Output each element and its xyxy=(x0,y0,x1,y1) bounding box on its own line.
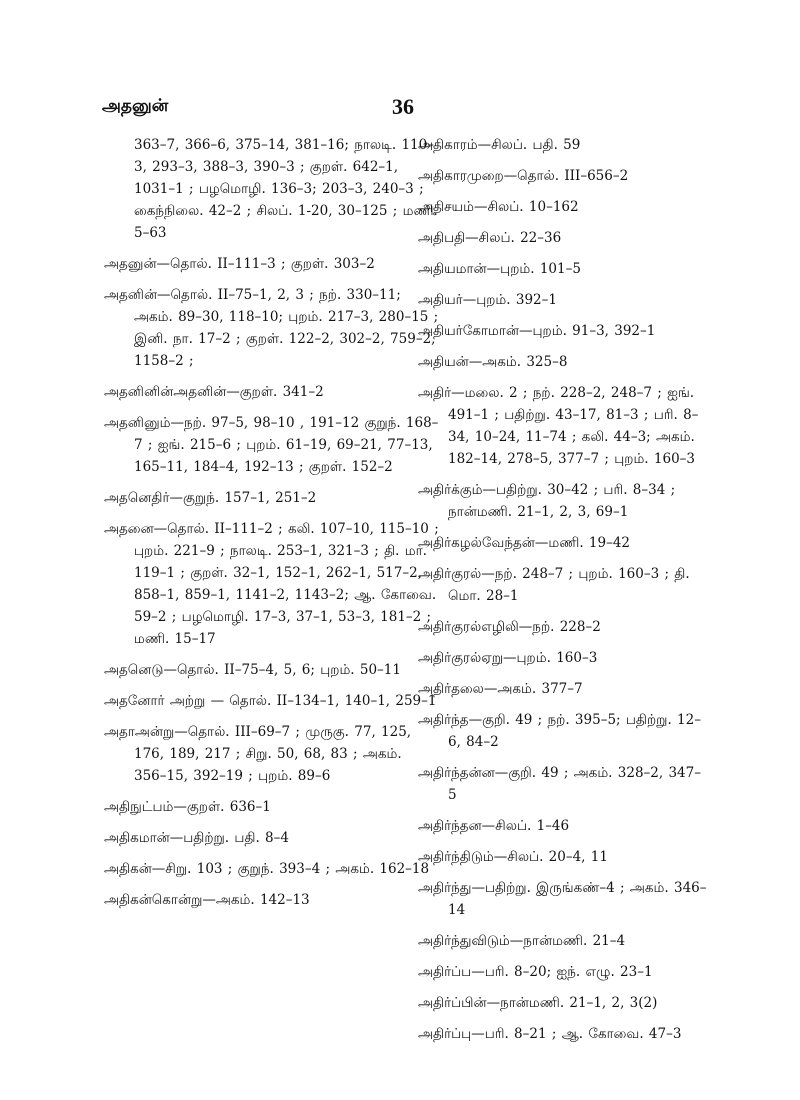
index-entry: அதிர்ப்பு—பரி. 8–21 ; ஆ. கோவை. 47–3 xyxy=(418,1026,682,1042)
index-entry: அதனின்—தொல். II–75–1, 2, 3 ; நற். 330–11; அகம். 89–30, 118–10; புறம். 217–3, 280–15 ; இனி. நா. 17–2 ; குறள். 122–2, 302–2, 759–2, 1158–2 ; xyxy=(104,287,439,369)
index-entry: அதிர்ந்து—பதிற்று. இருங்கண்–4 ; அகம். 346–14 xyxy=(418,880,707,918)
index-entry: அதியர்—புறம். 392–1 xyxy=(418,292,557,308)
index-entry: அதிகாரம்—சிலப். பதி. 59 xyxy=(418,137,581,153)
index-column-right xyxy=(418,134,708,1054)
index-entry: அதிர்கழல்வேந்தன்—மணி. 19–42 xyxy=(418,535,631,551)
index-entry: அதியர்கோமான்—புறம். 91–3, 392–1 xyxy=(418,323,656,339)
index-entry: அதிர்—மலை. 2 ; நற். 228–2, 248–7 ; ஐங். 491–1 ; பதிற்று. 43–17, 81–3 ; பரி. 8–34, 10–24, 11–74 ; கலி. 44–3; அகம். 182–14, 278–5, 377–7 ; புறம். 160–3 xyxy=(418,385,699,467)
index-entry: அதிர்ப்ப—பரி. 8–20; ஐந். எழு. 23–1 xyxy=(418,964,653,980)
index-entry: அதனுன்—தொல். II–111–3 ; குறள். 303–2 xyxy=(104,256,375,272)
index-entry: அதிர்ந்திடும்—சிலப். 20–4, 11 xyxy=(418,849,608,865)
index-entry: அதிர்குரல்—நற். 248–7 ; புறம். 160–3 ; தி. மொ. 28–1 xyxy=(418,566,690,604)
index-entry: அதனோர் அற்று — தொல். II–134–1, 140–1, 259–1 xyxy=(104,693,437,709)
index-entry: அதிர்க்கும்—பதிற்று. 30–42 ; பரி. 8–34 ; நான்மணி. 21–1, 2, 3, 69–1 xyxy=(418,482,676,520)
index-column-left xyxy=(104,134,439,920)
index-entry: அதிர்ந்தன்ன—குறி. 49 ; அகம். 328–2, 347–5 xyxy=(418,765,701,803)
index-entry: அதனினும்—நற். 97–5, 98–10 , 191–12 குறுந். 168–7 ; ஐங். 215–6 ; புறம். 61–19, 69–21, 77–13, 165–11, 184–4, 192–13 ; குறள். 152–2 xyxy=(104,415,439,475)
index-entry: அதிசயம்—சிலப். 10–162 xyxy=(418,199,579,215)
index-entry: அதிநுட்பம்—குறள். 636–1 xyxy=(104,799,271,815)
index-entry: அதிகன்—சிறு. 103 ; குறுந். 393–4 ; அகம். 162–18 xyxy=(104,861,430,877)
index-entry: அதாஅன்று—தொல். III–69–7 ; முருகு. 77, 125, 176, 189, 217 ; சிறு. 50, 68, 83 ; அகம். 356–15, 392–19 ; புறம். 89–6 xyxy=(104,724,412,784)
index-entry: அதிர்ந்த—குறி. 49 ; நற். 395–5; பதிற்று. 12–6, 84–2 xyxy=(418,712,701,750)
index-entry: 363–7, 366–6, 375–14, 381–16; நாலடி. 110–3, 293–3, 388–3, 390–3 ; குறள். 642–1, 1031–1 ; பழமொழி. 136–3; 203–3, 240–3 ; கைந்நிலை. 42–2 ; சிலப். 1-20, 30–125 ; மணி. 5–63 xyxy=(134,137,438,241)
index-entry: அதனெதிர்—குறுந். 157–1, 251–2 xyxy=(104,490,317,506)
index-entry: அதியன்—அகம். 325–8 xyxy=(418,354,568,370)
running-head: அதனுன் xyxy=(102,96,169,116)
index-entry: அதிர்ப்பின்—நான்மணி. 21–1, 2, 3(2) xyxy=(418,995,658,1011)
index-entry: அதனெடு—தொல். II–75–4, 5, 6; புறம். 50–11 xyxy=(104,662,401,678)
index-entry: அதனினின்அதனின்—குறள். 341–2 xyxy=(104,384,324,400)
index-entry: அதிர்தலை—அகம். 377–7 xyxy=(418,681,583,697)
index-entry: அதியமான்—புறம். 101–5 xyxy=(418,261,581,277)
page-number: 36 xyxy=(392,94,414,119)
index-entry: அதனை—தொல். II–111–2 ; கலி. 107–10, 115–10 ; புறம். 221–9 ; நாலடி. 253–1, 321–3 ; தி. மா. 119–1 ; குறள். 32–1, 152–1, 262–1, 517–2, 858–1, 859–1, 1141–2, 1143–2; ஆ. கோவை. 59–2 ; பழமொழி. 17–3, 37–1, 53–3, 181–2 ; மணி. 15–17 xyxy=(104,521,439,647)
index-entry: அதிர்குரல்ஏறு—புறம். 160–3 xyxy=(418,650,598,666)
index-entry: அதிகாரமுறை—தொல். III–656–2 xyxy=(418,168,629,184)
index-entry: அதிர்குரல்எழிலி—நற். 228–2 xyxy=(418,619,601,635)
index-entry: அதிர்ந்தன—சிலப். 1–46 xyxy=(418,818,570,834)
index-entry: அதிபதி—சிலப். 22–36 xyxy=(418,230,562,246)
index-entry: அதிகமான்—பதிற்று. பதி. 8–4 xyxy=(104,830,289,846)
index-entry: அதிர்ந்துவிடும்—நான்மணி. 21–4 xyxy=(418,933,626,949)
index-entry: அதிகன்கொன்று—அகம். 142–13 xyxy=(104,892,310,908)
